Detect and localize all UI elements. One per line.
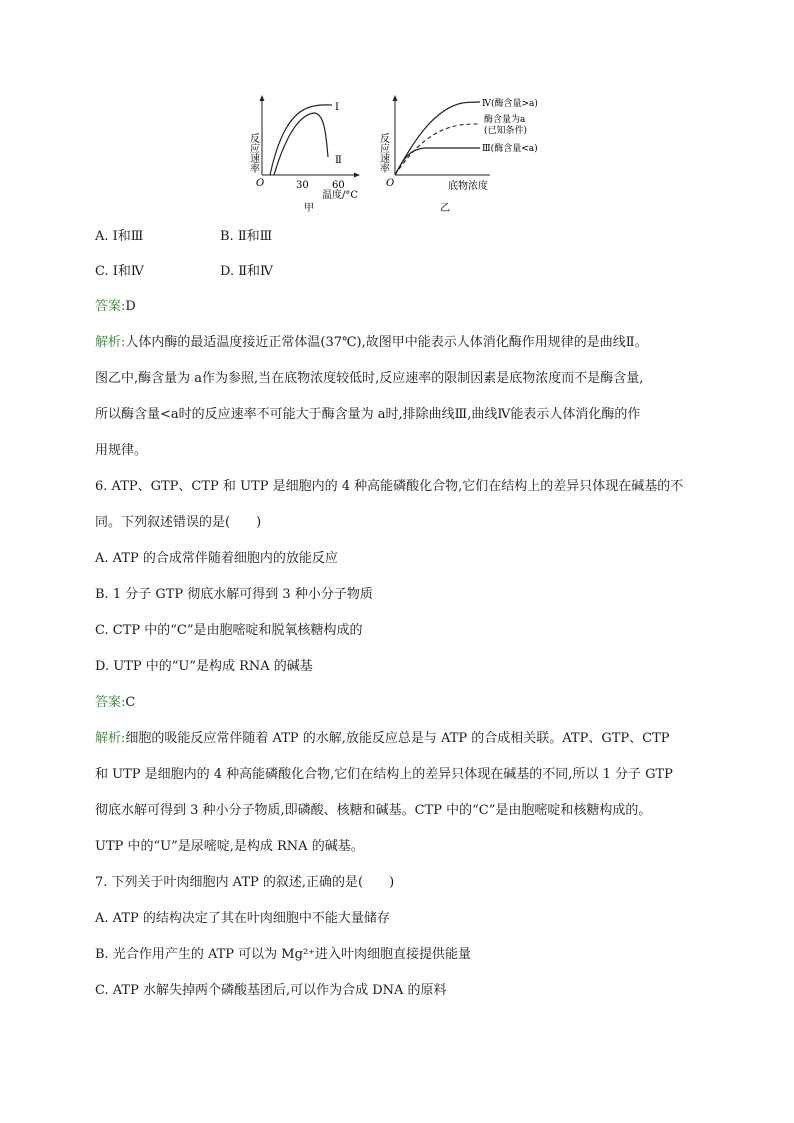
q6-option-d: D. UTP 中的“U”是构成 RNA 的碱基 bbox=[95, 659, 313, 674]
q6-explain-line-3: 彻底水解可得到 3 种小分子物质,即磷酸、核糖和碱基。CTP 中的“C”是由胞嘧啶和核糖构成的。 bbox=[95, 803, 652, 818]
q5-option-b: B. Ⅱ和Ⅲ bbox=[220, 229, 273, 244]
jia-xlabel: 温度/°C bbox=[322, 190, 359, 201]
q6-answer-tag: 答案: bbox=[95, 695, 126, 710]
q6-stem-line-2: 同。下列叙述错误的是( ) bbox=[95, 515, 262, 530]
jia-tick-30: 30 bbox=[296, 180, 309, 191]
yi-curve-IV-label: Ⅳ(酶含量>a) bbox=[482, 99, 538, 109]
jia-curve-I-label: Ⅰ bbox=[335, 102, 339, 113]
enzyme-figure bbox=[240, 93, 570, 218]
jia-tick-60: 60 bbox=[332, 180, 345, 191]
q5-option-a: A. Ⅰ和Ⅲ bbox=[95, 229, 144, 244]
enzyme-figure-svg bbox=[240, 93, 570, 218]
q7-option-b: B. 光合作用产生的 ATP 可以为 Mg²⁺进入叶肉细胞直接提供能量 bbox=[95, 947, 472, 962]
yi-y-arrow bbox=[393, 95, 398, 101]
graph-jia bbox=[248, 95, 361, 214]
yi-xlabel: 底物浓度 bbox=[448, 181, 488, 192]
q6-stem-line-1: 6. ATP、GTP、CTP 和 UTP 是细胞内的 4 种高能磷酸化合物,它们在结构上的差异只体现在碱基的不 bbox=[95, 479, 684, 494]
q5-option-d: D. Ⅱ和Ⅳ bbox=[220, 264, 274, 279]
q6-explain-line-2: 和 UTP 是细胞内的 4 种高能磷酸化合物,它们在结构上的差异只体现在碱基的不同,所以 1 分子 GTP bbox=[95, 767, 673, 782]
q6-answer bbox=[95, 694, 135, 712]
yi-curve-a-label-1: 酶含量为a bbox=[484, 115, 526, 125]
jia-origin: O bbox=[256, 178, 265, 189]
q6-option-c: C. CTP 中的“C”是由胞嘧啶和脱氧核糖构成的 bbox=[95, 623, 363, 638]
q5-option-c: C. Ⅰ和Ⅳ bbox=[95, 264, 144, 279]
q6-explain-line-4: UTP 中的“U”是尿嘧啶,是构成 RNA 的碱基。 bbox=[95, 839, 364, 854]
q5-explain-line-4: 用规律。 bbox=[95, 443, 148, 458]
jia-ylabel: 反应速率 bbox=[247, 133, 259, 173]
q5-answer-value: D bbox=[125, 299, 136, 314]
yi-origin: O bbox=[386, 178, 395, 189]
q5-explain-line-1 bbox=[95, 334, 648, 352]
yi-curve-III-label: Ⅲ(酶含量<a) bbox=[482, 144, 538, 154]
jia-y-arrow bbox=[260, 95, 265, 101]
q7-option-a: A. ATP 的结构决定了其在叶肉细胞中不能大量储存 bbox=[95, 911, 390, 926]
jia-curve-II bbox=[274, 113, 328, 175]
yi-ylabel: 反应速率 bbox=[377, 133, 389, 173]
q6-explain-text-1: 细胞的吸能反应常伴随着 ATP 的水解,放能反应总是与 ATP 的合成相关联。ATP、GTP、CTP bbox=[125, 731, 670, 746]
yi-curve-a bbox=[395, 124, 480, 175]
q6-option-b: B. 1 分子 GTP 彻底水解可得到 3 种小分子物质 bbox=[95, 587, 373, 602]
q6-option-a: A. ATP 的合成常伴随着细胞内的放能反应 bbox=[95, 551, 338, 566]
q7-stem: 7. 下列关于叶肉细胞内 ATP 的叙述,正确的是( ) bbox=[95, 875, 395, 890]
jia-curve-I bbox=[270, 105, 332, 175]
q5-answer-tag: 答案: bbox=[95, 299, 126, 314]
q6-explain-tag: 解析: bbox=[95, 731, 126, 746]
q6-answer-value: C bbox=[125, 695, 136, 710]
q7-option-c: C. ATP 水解失掉两个磷酸基团后,可以作为合成 DNA 的原料 bbox=[95, 983, 447, 998]
q5-explain-line-2: 图乙中,酶含量为 a作为参照,当在底物浓度较低时,反应速率的限制因素是底物浓度而不是酶含量, bbox=[95, 371, 644, 386]
q5-explain-tag: 解析: bbox=[95, 335, 126, 350]
yi-caption: 乙 bbox=[440, 203, 450, 214]
jia-caption: 甲 bbox=[304, 203, 314, 214]
q5-explain-line-3: 所以酶含量<a时的反应速率不可能大于酶含量为 a时,排除曲线Ⅲ,曲线Ⅳ能表示人体消化酶的作 bbox=[95, 407, 641, 422]
q6-explain-line-1 bbox=[95, 730, 670, 748]
yi-curve-IV bbox=[395, 102, 480, 175]
graph-yi bbox=[378, 95, 538, 214]
yi-curve-a-label-2: (已知条件) bbox=[484, 126, 528, 136]
q5-explain-text-1: 人体内酶的最适温度接近正常体温(37℃),故图甲中能表示人体消化酶作用规律的是曲线Ⅱ。 bbox=[125, 335, 648, 350]
jia-curve-II-label: Ⅱ bbox=[335, 155, 342, 166]
q5-answer bbox=[95, 298, 136, 316]
jia-x-arrow bbox=[354, 173, 360, 178]
